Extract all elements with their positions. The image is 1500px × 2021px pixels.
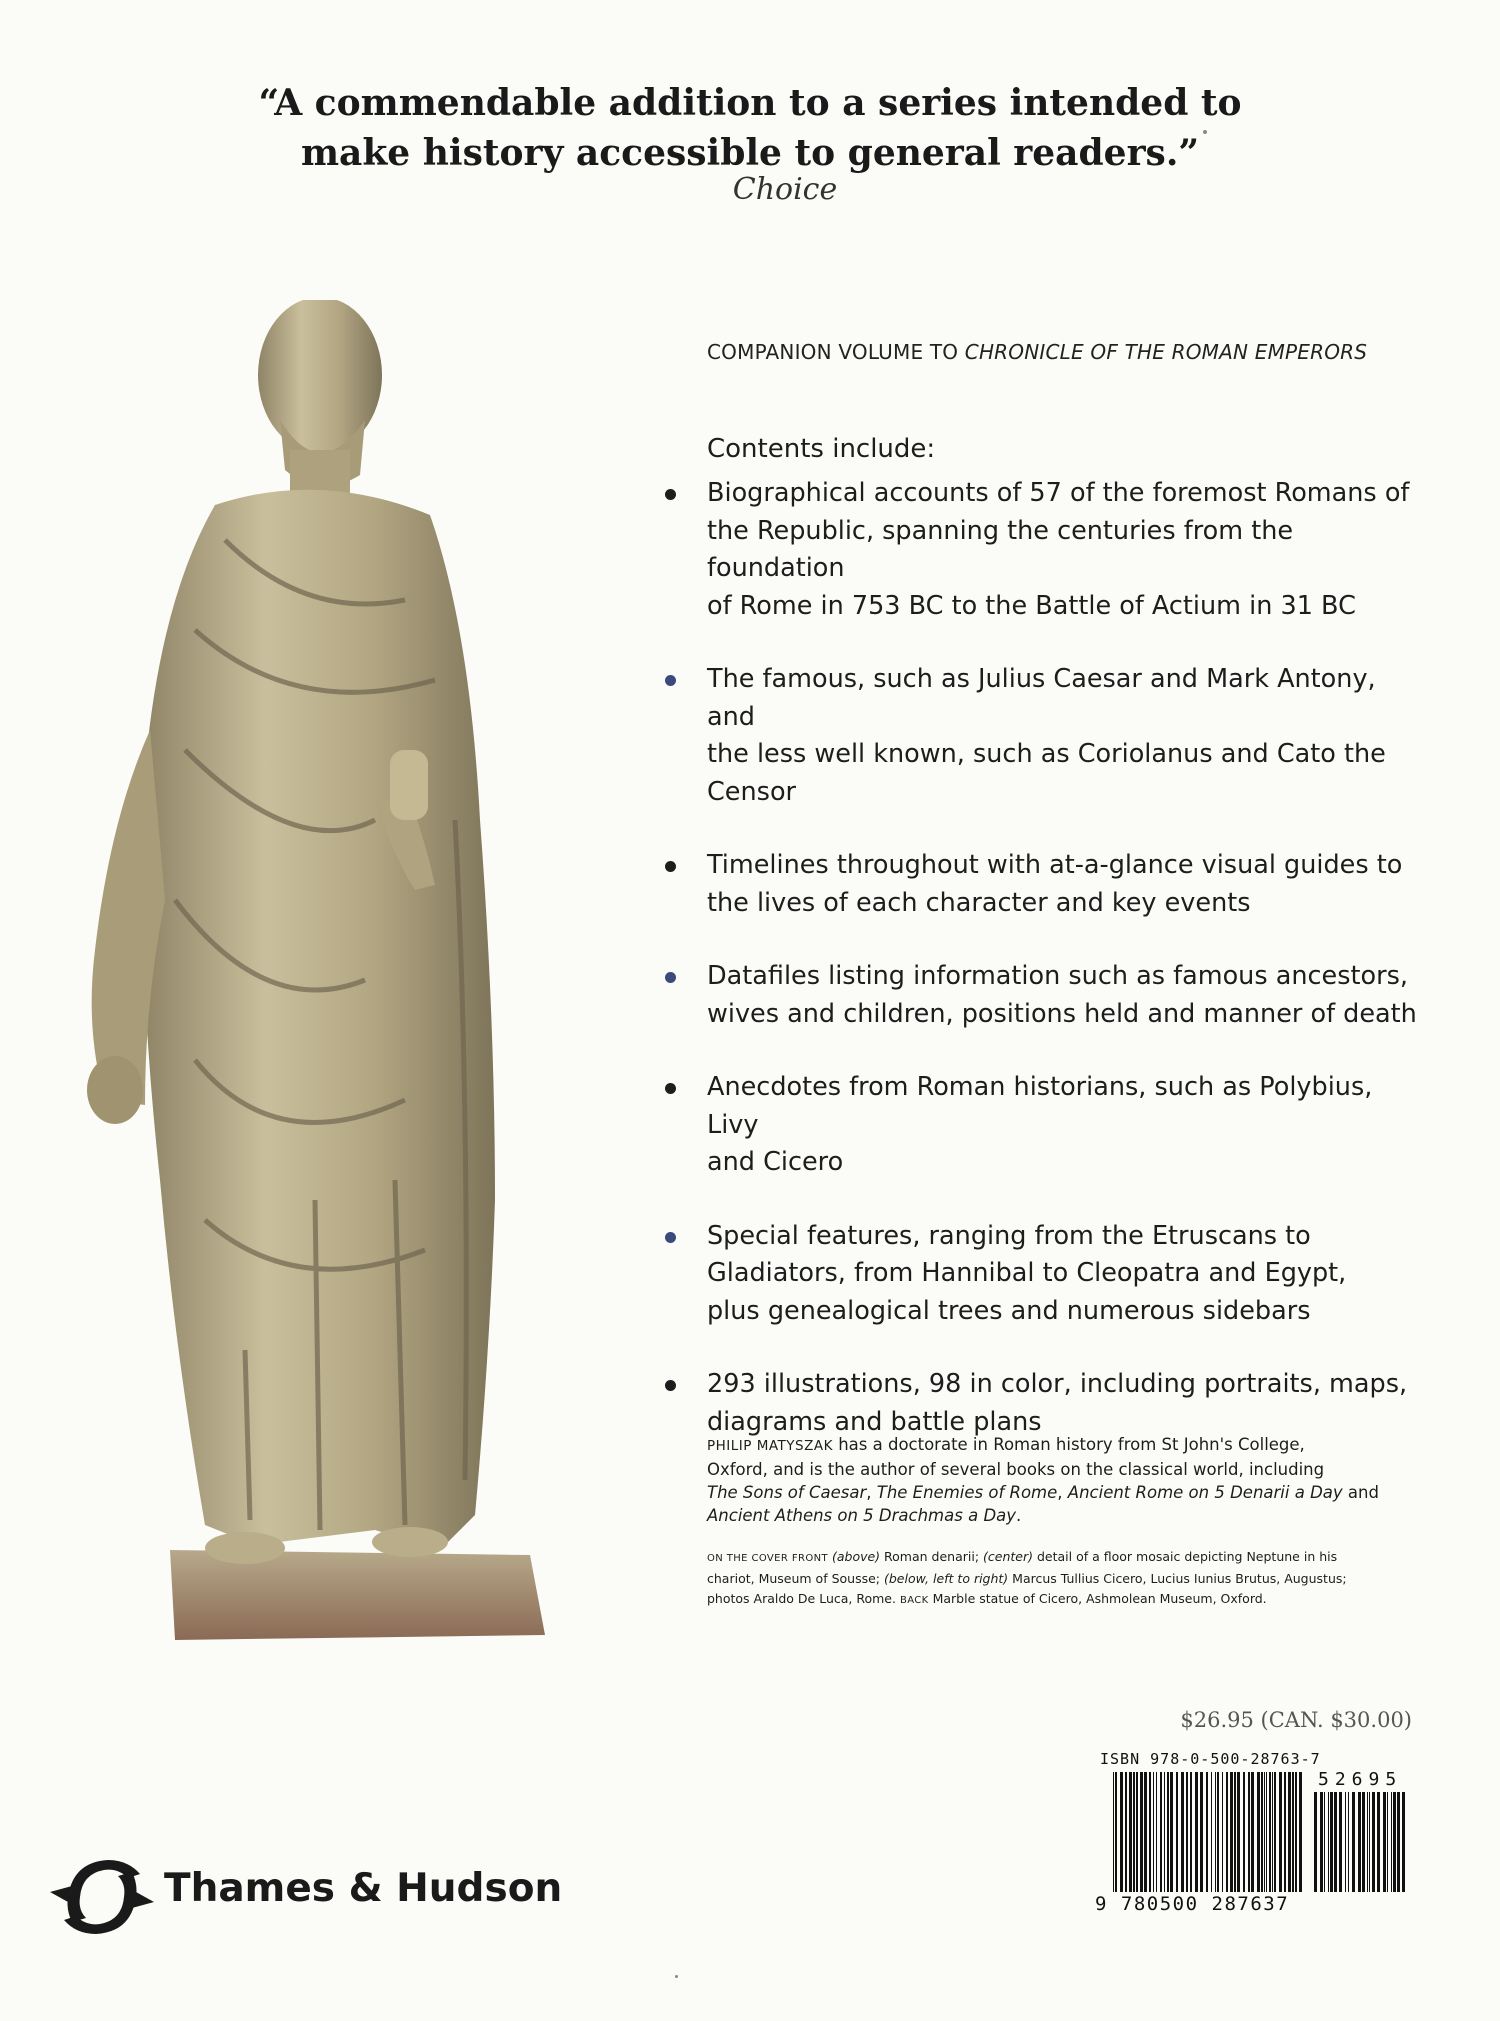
- barcode-bar: [1170, 1772, 1173, 1892]
- credit-text: photos Araldo De Luca, Rome.: [707, 1591, 900, 1606]
- barcode-bar: [1206, 1772, 1208, 1892]
- barcode-bar: [1120, 1772, 1123, 1892]
- barcode-bar: [1383, 1792, 1386, 1892]
- punctuation: .: [1016, 1506, 1022, 1525]
- barcode-bar: [1314, 1792, 1317, 1892]
- barcode-bar: [1266, 1772, 1267, 1892]
- barcode-bar: [1397, 1792, 1400, 1892]
- barcode-bar: [1133, 1772, 1135, 1892]
- barcode-bar: [1377, 1792, 1380, 1892]
- barcode-bar: [1288, 1772, 1291, 1892]
- barcode-bar: [1269, 1772, 1271, 1892]
- barcode-bar: [1362, 1792, 1365, 1892]
- barcode-bar: [1391, 1792, 1392, 1892]
- ean-barcode: [1113, 1772, 1305, 1897]
- barcode-bar: [1387, 1792, 1388, 1892]
- barcode-bar: [1402, 1792, 1405, 1892]
- barcode-bar: [1125, 1772, 1127, 1892]
- barcode-bar: [1200, 1772, 1203, 1892]
- ean-lead-digit: 9: [1095, 1893, 1108, 1915]
- barcode-bar: [1324, 1792, 1325, 1892]
- contents-item: [660, 847, 1420, 922]
- bullet-dot-icon: [665, 861, 676, 872]
- barcode-bar: [1237, 1772, 1240, 1892]
- barcode-bar: [1195, 1772, 1198, 1892]
- barcode-bar: [1144, 1772, 1147, 1892]
- contents-item: [660, 958, 1420, 1033]
- ean-left-digits: 780500: [1120, 1893, 1199, 1915]
- barcode-bar: [1222, 1772, 1223, 1892]
- barcode-bar: [1176, 1772, 1178, 1892]
- barcode-bar: [1226, 1772, 1228, 1892]
- review-quote-line-2: make history accessible to general readers.”: [300, 132, 1200, 174]
- review-source: Choice: [732, 172, 838, 207]
- barcode-bar: [1369, 1792, 1370, 1892]
- barcode-bar: [1129, 1772, 1132, 1892]
- barcode-bar: [1292, 1772, 1294, 1892]
- contents-item-line: Biographical accounts of 57 of the foremost Romans of: [707, 478, 1410, 508]
- credit-text: Marcus Tullius Cicero, Lucius Iunius Brutus, Augustus;: [1008, 1571, 1347, 1586]
- credit-text: chariot, Museum of Sousse;: [707, 1571, 884, 1586]
- thames-hudson-dolphins-logo: [48, 1852, 156, 1942]
- barcode-bar: [1264, 1772, 1265, 1892]
- book-title: Ancient Athens on 5 Drachmas a Day: [707, 1506, 1017, 1525]
- barcode-bar: [1156, 1772, 1157, 1892]
- barcode-bar: [1393, 1792, 1396, 1892]
- barcode-bar: [1279, 1772, 1282, 1892]
- credit-position: (above): [831, 1549, 881, 1564]
- barcode-bar: [1272, 1772, 1273, 1892]
- contents-item-line: the lives of each character and key events: [707, 887, 1251, 918]
- contents-heading: Contents include:: [707, 434, 936, 464]
- contents-item-line: plus genealogical trees and numerous sidebars: [707, 1295, 1311, 1326]
- barcode-bar: [1215, 1772, 1216, 1892]
- review-quote: [0, 78, 1500, 178]
- barcode-bar: [1299, 1772, 1302, 1892]
- book-title: The Enemies of Rome: [876, 1483, 1058, 1502]
- statue-body: [87, 300, 545, 1640]
- contents-item-line: of Rome in 753 BC to the Battle of Actium in 31 BC: [707, 590, 1356, 621]
- contents-item: [660, 1218, 1420, 1331]
- contents-item: [660, 1069, 1420, 1182]
- author-bio-text-2: Oxford, and is the author of several books on the classical world, including: [707, 1460, 1325, 1479]
- contents-item-line: the Republic, spanning the centuries from the foundation: [707, 515, 1294, 583]
- bullet-dot-icon: [665, 972, 676, 983]
- barcode-bar: [1345, 1792, 1346, 1892]
- barcode-bar: [1181, 1772, 1184, 1892]
- companion-volume-line: [707, 340, 1467, 364]
- barcode-bar: [1153, 1772, 1154, 1892]
- bullet-dot-icon: [665, 675, 676, 686]
- contents-item-line: Timelines throughout with at-a-glance visual guides to: [707, 850, 1403, 880]
- barcode-bar: [1115, 1772, 1117, 1892]
- contents-item-line: and Cicero: [707, 1147, 844, 1177]
- barcode-bar: [1113, 1772, 1114, 1892]
- barcode-bar: [1164, 1772, 1165, 1892]
- barcode-bar: [1367, 1792, 1368, 1892]
- barcode-bar: [1257, 1772, 1260, 1892]
- book-title: Ancient Rome on 5 Denarii a Day: [1067, 1483, 1343, 1502]
- bullet-dot-icon: [665, 489, 676, 500]
- addon-digits: 52695: [1318, 1769, 1403, 1790]
- paper-speck: [675, 1975, 678, 1978]
- barcode-bar: [1328, 1792, 1329, 1892]
- contents-item-line: Censor: [707, 776, 797, 807]
- bullet-dot-icon: [665, 1083, 676, 1094]
- barcode-bar: [1274, 1772, 1276, 1892]
- contents-list: [660, 475, 1420, 1477]
- barcode-bar: [1372, 1792, 1375, 1892]
- addon-barcode: [1314, 1792, 1406, 1897]
- author-name: PHILIP MATYSZAK: [707, 1438, 833, 1454]
- contents-item-line: the less well known, such as Coriolanus and Cato the: [707, 739, 1386, 769]
- barcode-bar: [1334, 1792, 1337, 1892]
- cicero-statue-image: [75, 300, 605, 1670]
- barcode-bar: [1217, 1772, 1219, 1892]
- barcode-bar: [1320, 1792, 1323, 1892]
- contents-item: [660, 475, 1420, 625]
- bullet-dot-icon: [665, 1380, 676, 1391]
- author-bio: [707, 1433, 1452, 1527]
- contents-item-line: Datafiles listing information such as famous ancestors,: [707, 961, 1408, 991]
- barcode-bar: [1136, 1772, 1138, 1892]
- contents-item-line: Special features, ranging from the Etruscans to: [707, 1220, 1311, 1251]
- barcode-bar: [1149, 1772, 1151, 1892]
- barcode-bar: [1248, 1772, 1250, 1892]
- contents-item: [660, 1366, 1420, 1441]
- barcode-bar: [1348, 1792, 1349, 1892]
- barcode-bar: [1243, 1772, 1245, 1892]
- publisher-name: Thames & Hudson: [164, 1866, 563, 1911]
- credit-text: Marble statue of Cicero, Ashmolean Museum, Oxford.: [928, 1591, 1267, 1606]
- barcode-bar: [1352, 1792, 1355, 1892]
- separator: ,: [1057, 1483, 1068, 1502]
- paper-speck: [1203, 130, 1207, 134]
- barcode-bar: [1167, 1772, 1169, 1892]
- companion-title: CHRONICLE OF THE ROMAN EMPERORS: [964, 340, 1368, 364]
- contents-item: [660, 661, 1420, 811]
- barcode-bar: [1211, 1772, 1212, 1892]
- credit-position: (below, left to right): [883, 1571, 1009, 1586]
- barcode-bar: [1140, 1772, 1143, 1892]
- author-bio-text-1: has a doctorate in Roman history from St John's College,: [832, 1435, 1305, 1454]
- barcode-bar: [1358, 1792, 1361, 1892]
- ean-digits: [1095, 1893, 1289, 1915]
- barcode-bar: [1251, 1772, 1254, 1892]
- credit-position: (center): [983, 1549, 1034, 1564]
- book-title: The Sons of Caesar: [707, 1483, 867, 1502]
- barcode-bar: [1339, 1792, 1342, 1892]
- review-quote-line-1: “A commendable addition to a series intended to: [258, 82, 1242, 124]
- contents-item-line: 293 illustrations, 98 in color, including portraits, maps,: [707, 1369, 1408, 1399]
- contents-item-line: The famous, such as Julius Caesar and Mark Antony, and: [707, 664, 1376, 732]
- barcode-bar: [1284, 1772, 1286, 1892]
- cover-credits: [707, 1547, 1452, 1611]
- barcode-bar: [1186, 1772, 1188, 1892]
- barcode-bar: [1160, 1772, 1162, 1892]
- isbn: ISBN 978-0-500-28763-7: [1100, 1750, 1321, 1768]
- credit-text: detail of a floor mosaic depicting Neptune in his: [1033, 1549, 1338, 1564]
- barcode-bar: [1295, 1772, 1297, 1892]
- contents-item-line: diagrams and battle plans: [707, 1406, 1042, 1437]
- contents-item-line: wives and children, positions held and manner of death: [707, 998, 1417, 1029]
- contents-item-line: Gladiators, from Hannibal to Cleopatra and Egypt,: [707, 1258, 1347, 1288]
- contents-item-line: Anecdotes from Roman historians, such as Polybius, Livy: [707, 1072, 1373, 1140]
- conjunction: and: [1342, 1483, 1379, 1502]
- credit-label: ON THE COVER FRONT: [707, 1553, 828, 1564]
- separator: ,: [866, 1483, 877, 1502]
- ean-right-digits: 287637: [1211, 1893, 1290, 1915]
- credit-label: BACK: [899, 1595, 929, 1606]
- barcode-bar: [1190, 1772, 1192, 1892]
- companion-prefix: COMPANION VOLUME TO: [707, 340, 965, 364]
- barcode-bar: [1261, 1772, 1263, 1892]
- barcode-bar: [1230, 1772, 1233, 1892]
- bullet-dot-icon: [665, 1232, 676, 1243]
- credit-text: Roman denarii;: [880, 1549, 984, 1564]
- barcode-bar: [1234, 1772, 1236, 1892]
- price: $26.95 (CAN. $30.00): [1180, 1708, 1412, 1732]
- barcode-bar: [1330, 1792, 1333, 1892]
